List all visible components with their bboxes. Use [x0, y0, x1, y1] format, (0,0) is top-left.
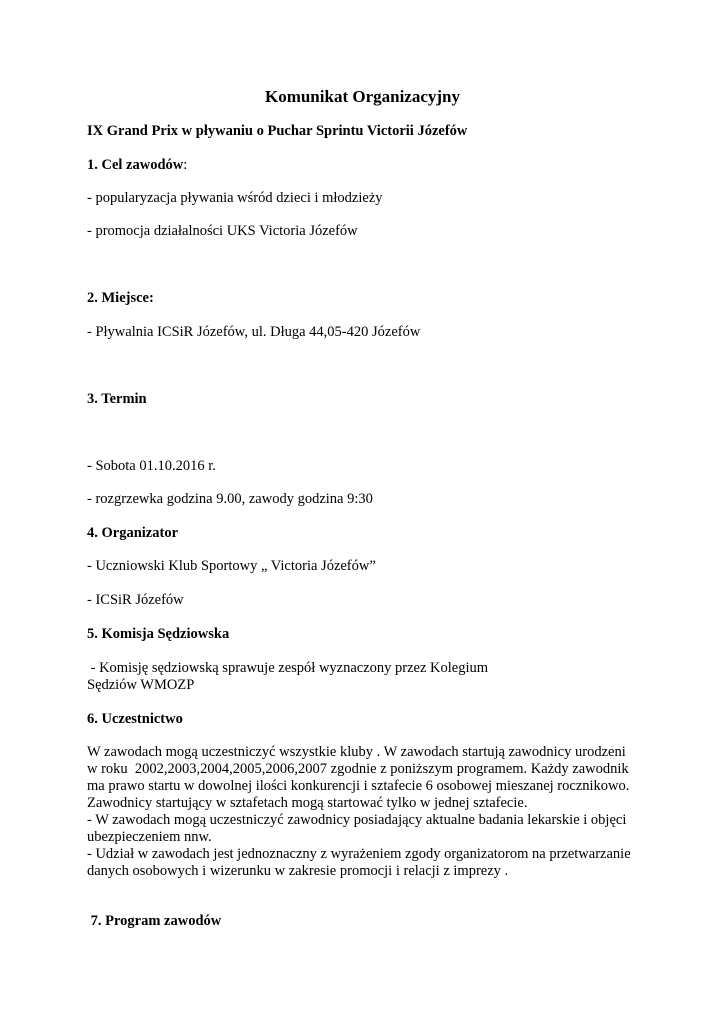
- section-1-heading: 1. Cel zawodów: [87, 157, 184, 173]
- section-6-line: ma prawo startu w dowolnej ilości konkurencji i sztafecie 6 osobowej mieszanej rocznikowo.: [87, 778, 630, 794]
- section-3-item-1: - Sobota 01.10.2016 r.: [87, 458, 216, 474]
- section-6-line: ubezpieczeniem nnw.: [87, 829, 212, 845]
- section-1-item-1: - popularyzacja pływania wśród dzieci i młodzieży: [87, 190, 383, 206]
- section-6-body: [87, 744, 647, 880]
- section-6-heading: 6. Uczestnictwo: [87, 711, 183, 727]
- section-5-line-2: Sędziów WMOZP: [87, 677, 195, 693]
- section-6-line: w roku 2002,2003,2004,2005,2006,2007 zgodnie z poniższym programem. Każdy zawodnik: [87, 761, 629, 777]
- section-4-heading: 4. Organizator: [87, 525, 179, 541]
- section-5-heading: 5. Komisja Sędziowska: [87, 626, 230, 642]
- section-6-line: W zawodach mogą uczestniczyć wszystkie kluby . W zawodach startują zawodnicy urodzeni: [87, 744, 626, 760]
- section-1-heading-line: [87, 157, 187, 174]
- section-1-colon: :: [183, 157, 188, 173]
- section-5-line-1: - Komisję sędziowską sprawuje zespół wyznaczony przez Kolegium: [87, 660, 489, 676]
- document-title: Komunikat Organizacyjny: [264, 87, 461, 106]
- section-4-item-2: - ICSiR Józefów: [87, 592, 184, 608]
- section-2-heading: 2. Miejsce:: [87, 290, 154, 306]
- section-3-item-2: - rozgrzewka godzina 9.00, zawody godzina 9:30: [87, 491, 373, 507]
- section-6-line: Zawodnicy startujący w sztafetach mogą startować tylko w jednej sztafecie.: [87, 795, 528, 811]
- section-1-item-2: - promocja działalności UKS Victoria Józefów: [87, 223, 358, 239]
- section-4-item-1: - Uczniowski Klub Sportowy „ Victoria Józefów”: [87, 558, 376, 574]
- event-subtitle: IX Grand Prix w pływaniu o Puchar Sprintu Victorii Józefów: [87, 123, 468, 139]
- section-3-heading: 3. Termin: [87, 391, 147, 407]
- section-6-line: - Udział w zawodach jest jednoznaczny z wyrażeniem zgody organizatorom na przetwarzanie: [87, 846, 631, 862]
- section-7-heading: 7. Program zawodów: [87, 913, 222, 929]
- section-2-item-1: - Pływalnia ICSiR Józefów, ul. Długa 44,05-420 Józefów: [87, 324, 421, 340]
- section-6-line: danych osobowych i wizerunku w zakresie promocji i relacji z imprezy .: [87, 863, 509, 879]
- section-6-line: - W zawodach mogą uczestniczyć zawodnicy posiadający aktualne badania lekarskie i objęci: [87, 812, 627, 828]
